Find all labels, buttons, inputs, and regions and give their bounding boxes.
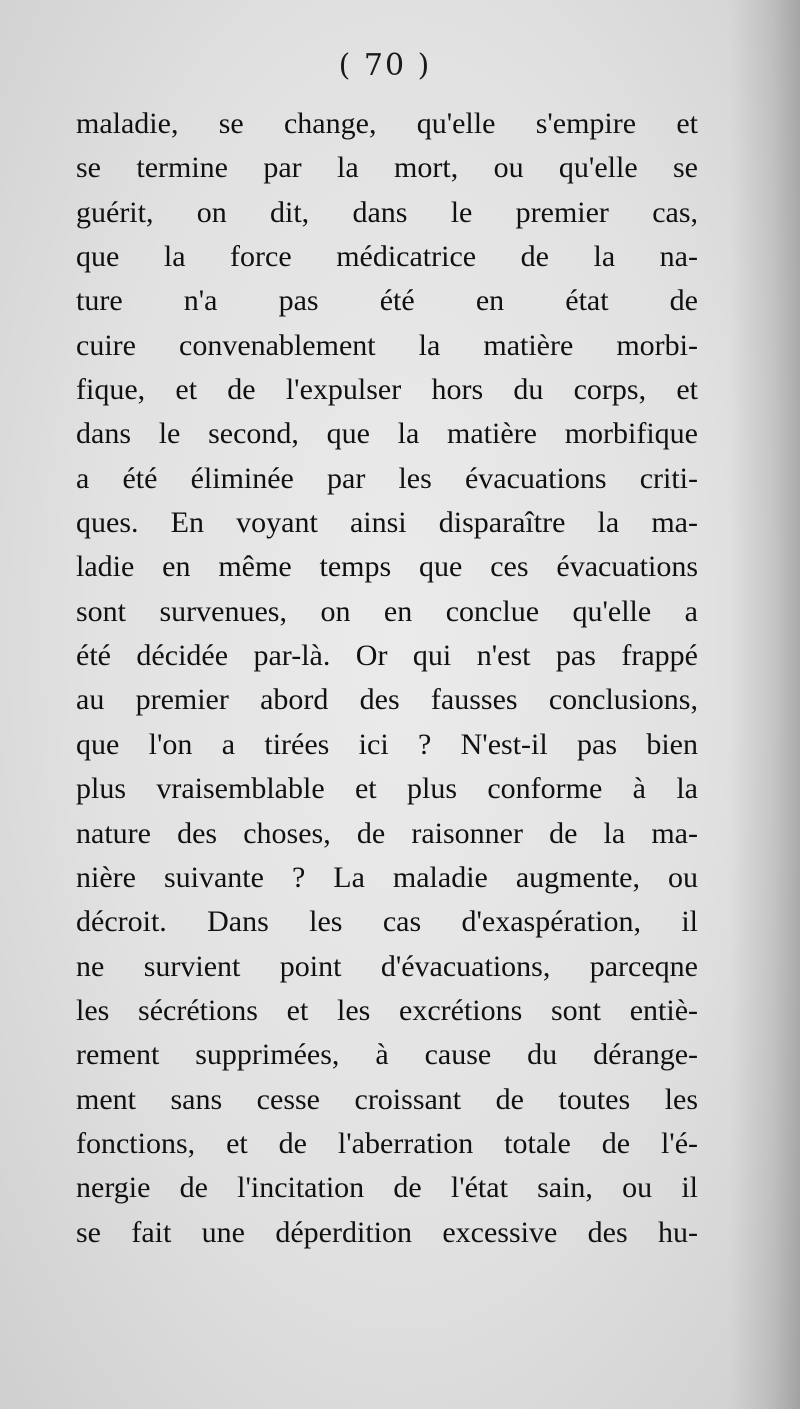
text-line: guérit, on dit, dans le premier cas, — [76, 195, 698, 229]
text-line: décroit. Dans les cas d'exaspération, il — [76, 905, 698, 939]
text-line: ment sans cesse croissant de toutes les — [76, 1082, 698, 1116]
text-line: a été éliminée par les évacuations criti- — [76, 461, 698, 495]
text-line: maladie, se change, qu'elle s'empire et — [76, 107, 698, 140]
page-number: ( 70 ) — [338, 48, 432, 83]
text-line: que l'on a tirées ici ? N'est-il pas bien — [76, 727, 698, 761]
text-line: dans le second, que la matière morbifique — [76, 417, 698, 451]
text-line: nergie de l'incitation de l'état sain, ou il — [76, 1171, 698, 1205]
text-line: ne survient point d'évacuations, parceqne — [76, 949, 698, 983]
text-line: nière suivante ? La maladie augmente, ou — [76, 860, 698, 894]
text-line: rement supprimées, à cause du dérange- — [76, 1038, 698, 1072]
text-line: ture n'a pas été en état de — [76, 284, 698, 318]
text-line: sont survenues, on en conclue qu'elle a — [76, 594, 698, 628]
text-line: cuire convenablement la matière morbi- — [76, 328, 698, 362]
text-line: les sécrétions et les excrétions sont entiè- — [76, 993, 698, 1027]
text-line: se termine par la mort, ou qu'elle se — [76, 151, 698, 185]
text-line: fique, et de l'expulser hors du corps, et — [76, 373, 698, 407]
text-line: au premier abord des fausses conclusions, — [76, 683, 698, 717]
body-text — [76, 102, 698, 1255]
text-line: se fait une déperdition excessive des hu- — [76, 1215, 698, 1249]
text-line: ladie en même temps que ces évacuations — [76, 550, 698, 584]
text-line: fonctions, et de l'aberration totale de l'é- — [76, 1126, 698, 1160]
page-edge-shadow — [730, 0, 800, 1409]
text-line: nature des choses, de raisonner de la ma- — [76, 816, 698, 850]
text-line: que la force médicatrice de la na- — [76, 240, 698, 274]
text-line: ques. En voyant ainsi disparaître la ma- — [76, 506, 698, 540]
text-line: été décidée par-là. Or qui n'est pas frappé — [76, 639, 698, 673]
text-line: plus vraisemblable et plus conforme à la — [76, 772, 698, 806]
